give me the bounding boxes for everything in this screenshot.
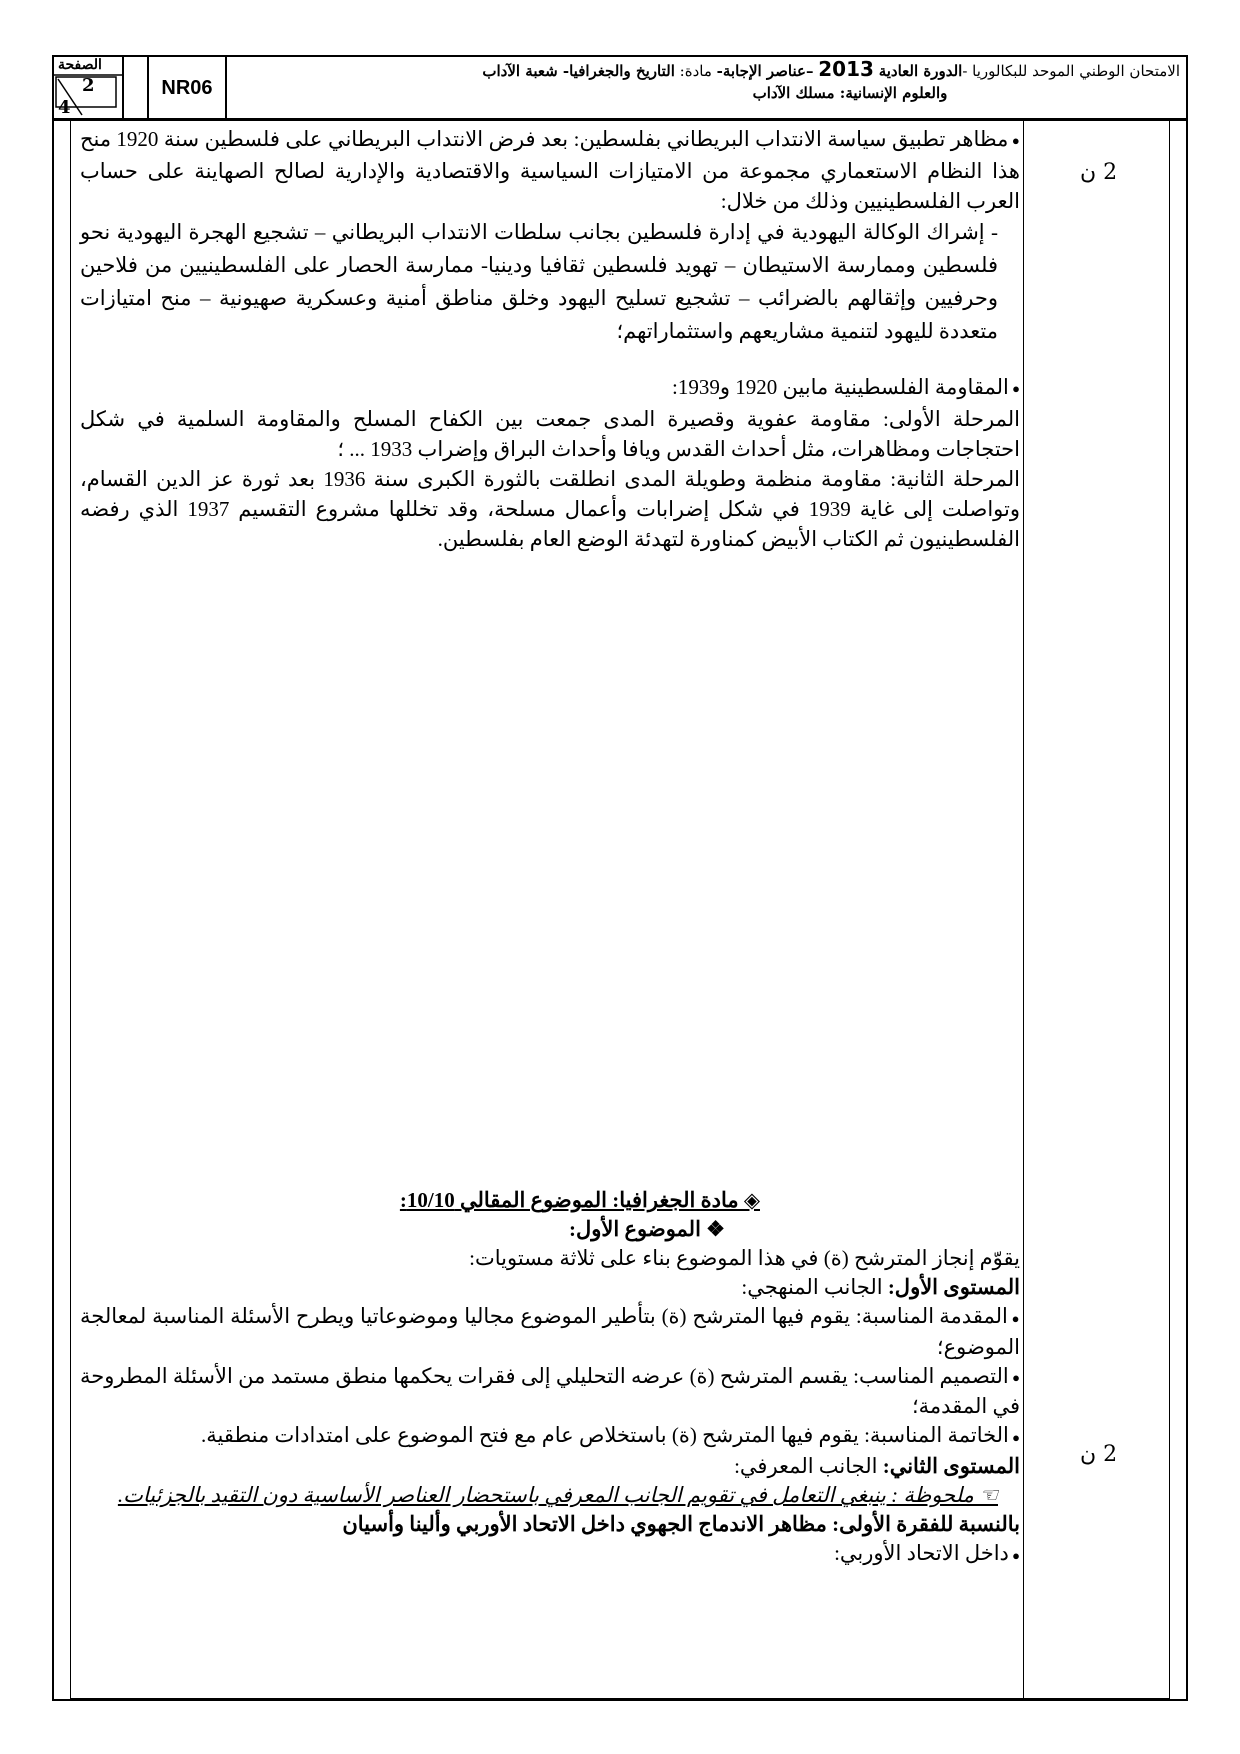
topic-one-heading: ❖ الموضوع الأول: — [569, 1217, 725, 1241]
resistance-heading: ● المقاومة الفلسطينية مابين 1920 و1939: — [80, 372, 1020, 404]
page-number-box — [52, 55, 124, 121]
evaluation-note: ☜ ملحوظة : ينبغي التعامل في تقويم الجانب المعرفي باستحضار العناصر الأساسية دون التقيد بالجزئيات. — [117, 1483, 998, 1508]
criterion-plan: ● التصميم المناسب: يقسم المترشح (ة) عرضه التحليلي إلى فقرات يحكمها منطق مستمد من الأسئلة المطروحة في المقدمة؛ — [80, 1362, 1020, 1422]
geography-section — [80, 1186, 1020, 1570]
subject-label: مادة: — [679, 62, 712, 80]
page-current: 2 — [82, 75, 95, 96]
mandate-measures-paragraph: - إشراك الوكالة اليهودية في إدارة فلسطين بجانب سلطات الانتداب البريطاني – تشجيع الهجرة اليهودية نحو فلسطين وممارسة الاستيطان – تهويد فلسطين ثقافيا ودينيا- ممارسة الحصار على الفلسطينيين من فلاحين وحرفيين وإثقالهم بالضرائب – تشجيع تسليح اليهود وخلق مناطق أمنية وعسكرية صهيونية – منح امتيازات متعددة لليهود لتنمية مشاريعهم واستثماراتهم؛ — [80, 220, 998, 344]
mark-section1: 2 ن — [1080, 160, 1118, 185]
geography-title: ◈ مادة الجغرافيا: الموضوع المقالي 10/10: — [399, 1188, 760, 1212]
mandate-policy-paragraph: ● مظاهر تطبيق سياسة الانتداب البريطاني بفلسطين: بعد فرض الانتداب البريطاني على فلسطين سنة 1920 منح هذا النظام الاستعماري مجموعة من الامتيازات السياسية والاقتصادية والإدارية لصالح الصهاينة على حساب العرب الفلسطينيين وذلك من خلال: — [80, 124, 1020, 216]
resistance-phase2: المرحلة الثانية: مقاومة منظمة وطويلة المدى انطلقت بالثورة الكبرى سنة 1936 بعد ثورة عز الدين القسام، وتواصلت إلى غاية 1939 في شكل إضرابات وأعمال مسلحة، وقد تخللها مشروع التقسيم 1937 الذي رفضه الفلسطينيون ثم الكتاب الأبيض كمناورة لتهدئة الوضع العام بفلسطين. — [80, 467, 1021, 552]
mark-section2: 2 ن — [1080, 1442, 1118, 1467]
page-total: 4 — [58, 97, 71, 118]
criterion-introduction: ● المقدمة المناسبة: يقوم فيها المترشح (ة) بتأطير الموضوع مجاليا وموضوعاتيا ويطرح الأسئلة المناسبة لمعالجة الموضوع؛ — [80, 1302, 1020, 1362]
exam-prefix: الامتحان الوطني الموحد للبكالوريا - — [962, 62, 1180, 80]
page-label: الصفحة — [58, 57, 102, 73]
exam-year: 2013 — [818, 57, 874, 81]
exam-code: NR06 — [147, 55, 227, 121]
answer-elements: –عناصر الإجابة- — [716, 62, 814, 80]
level1-label: المستوى الأول: — [887, 1275, 1020, 1299]
evaluation-intro: يقوّم إنجاز المترشح (ة) في هذا الموضوع بناء على ثلاثة مستويات: — [469, 1246, 1020, 1270]
subject-name: التاريخ والجغرافيا- شعبة الآداب — [482, 62, 675, 80]
eu-inside-heading: ● داخل الاتحاد الأوربي: — [80, 1539, 1020, 1570]
resistance-phase1: المرحلة الأولى: مقاومة عفوية وقصيرة المدى جمعت بين الكفاح المسلح والمقاومة السلمية في شكل احتجاجات ومظاهرات، مثل أحداث القدس ويافا وأحداث البراق وإضراب 1933 ... ؛ — [80, 407, 1020, 462]
exam-track: والعلوم الإنسانية: مسلك الآداب — [752, 84, 948, 102]
history-section — [80, 124, 1020, 554]
level1-text: الجانب المنهجي: — [741, 1275, 888, 1299]
exam-session: الدورة العادية — [878, 62, 963, 80]
paragraph1-title: بالنسبة للفقرة الأولى: مظاهر الاندماج الجهوي داخل الاتحاد الأوربي وألينا وأسيان — [342, 1512, 1020, 1537]
level2-label: المستوى الثاني: — [882, 1454, 1020, 1479]
mark-column-divider — [1023, 121, 1024, 1699]
level2-text: الجانب المعرفي: — [734, 1454, 883, 1479]
exam-title — [232, 58, 1180, 104]
criterion-conclusion: ● الخاتمة المناسبة: يقوم فيها المترشح (ة) باستخلاص عام مع فتح الموضوع على امتدادات منطقية. — [80, 1421, 1020, 1452]
